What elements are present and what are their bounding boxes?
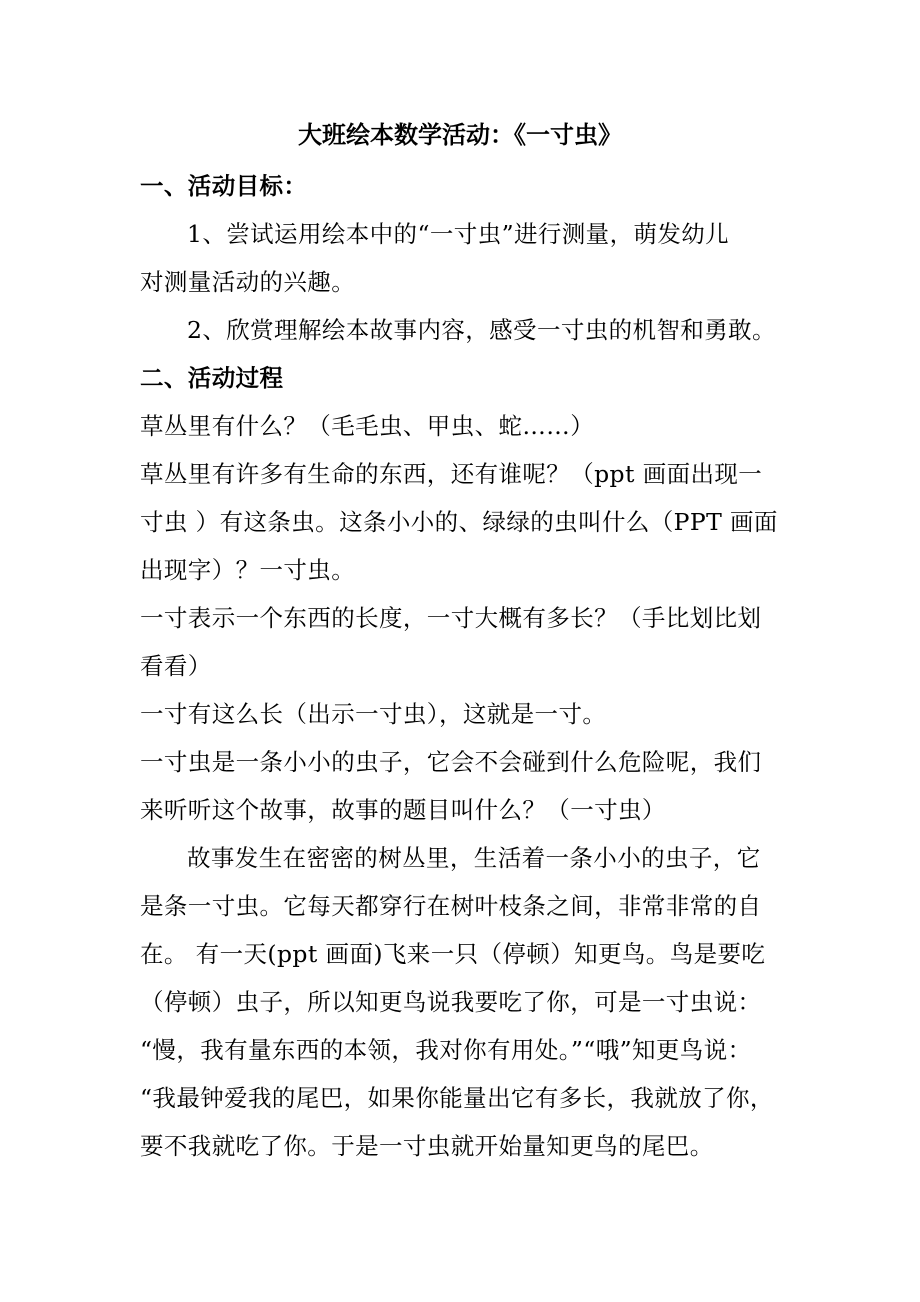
- story-line: “慢，我有量东西的本领，我对你有用处。”“哦”知更鸟说：: [140, 1036, 752, 1064]
- goal-1-line-2: 对测量活动的兴趣。: [140, 268, 356, 296]
- process-line: 草丛里有许多有生命的东西，还有谁呢？（ppt 画面出现一: [140, 460, 763, 488]
- story-line: “我最钟爱我的尾巴，如果你能量出它有多长，我就放了你，: [140, 1084, 774, 1112]
- story-line: （停顿）虫子，所以知更鸟说我要吃了你，可是一寸虫说：: [140, 988, 762, 1016]
- process-line: 看看）: [140, 652, 212, 680]
- goal-1-line-1: 1、尝试运用绘本中的“一寸虫”进行测量，萌发幼儿: [187, 220, 730, 248]
- process-line: 一寸虫是一条小小的虫子，它会不会碰到什么危险呢，我们: [140, 748, 762, 776]
- process-line: 来听听这个故事，故事的题目叫什么？（一寸虫）: [140, 796, 666, 824]
- process-line: 寸虫 ）有这条虫。这条小小的、绿绿的虫叫什么（PPT 画面: [140, 508, 778, 536]
- process-line: 一寸有这么长（出示一寸虫），这就是一寸。: [140, 700, 607, 728]
- process-line: 出现字）？一寸虫。: [140, 556, 356, 584]
- story-line: 在。 有一天(ppt 画面)飞来一只（停顿）知更鸟。鸟是要吃: [140, 940, 766, 968]
- process-line: 草丛里有什么？（毛毛虫、甲虫、蛇……）: [140, 412, 595, 440]
- process-line: 一寸表示一个东西的长度，一寸大概有多长？（手比划比划: [140, 604, 762, 632]
- section-heading-process: 二、活动过程: [140, 364, 284, 392]
- goal-2: 2、欣赏理解绘本故事内容，感受一寸虫的机智和勇敢。: [187, 316, 776, 344]
- section-heading-goals: 一、活动目标：: [140, 172, 308, 200]
- story-line: 要不我就吃了你。于是一寸虫就开始量知更鸟的尾巴。: [140, 1132, 714, 1160]
- story-line: 是条一寸虫。它每天都穿行在树叶枝条之间，非常非常的自: [140, 892, 762, 920]
- story-line: 故事发生在密密的树丛里，生活着一条小小的虫子，它: [187, 844, 761, 872]
- document-title: 大班绘本数学活动：《一寸虫》: [298, 121, 622, 149]
